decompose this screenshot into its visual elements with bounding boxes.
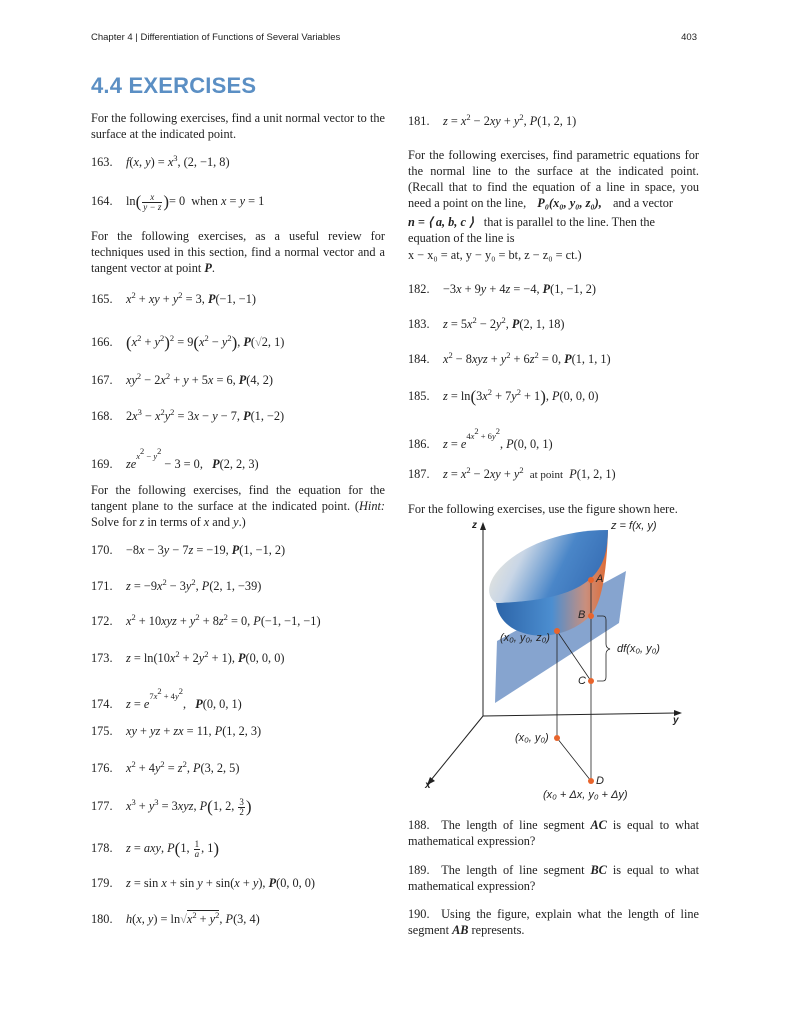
question-189: 189. The length of line segment BC is equal to what mathematical expression? (408, 863, 699, 893)
exercise-163: 163. f(x, $y) = x^3$, (2, −1, 8) (91, 153, 230, 169)
y-axis (483, 710, 682, 716)
exercise-176: 176. $x^2 + 4y^2 = z^2$, P(3, 2, 5) (91, 759, 240, 775)
exercise-184: 184. $x^2 - 8xyz + y^2 + 6z^2 = 0$, P(1, 1, 1) (408, 350, 611, 366)
instructions-tangent-plane: For the following exercises, find the equation for the tangent plane to the surface at the indicated point. (Hint: Solve for z in terms of x and y.) (91, 483, 385, 529)
point-surface (554, 628, 560, 634)
exercise-187: 187. $z = x^2 - 2xy + y^2$ at point P(1, 2, 1) (408, 465, 616, 481)
label-base-point: (x₀, y₀) (515, 732, 549, 744)
exercise-165: 165. $x^2$ + xy + $y^2 = 3$, P(−1, −1) (91, 290, 256, 306)
exercise-166: 166. $(x^2 + y^2)^2 = 9(x^2 - y^2)$, P(√2, 1) (91, 333, 285, 352)
instructions-figure: For the following exercises, use the figure shown here. (408, 502, 678, 516)
exercise-171: 171. $z = -9x^2 - 3y^2$, P(2, 1, −39) (91, 577, 262, 593)
exercise-179: 179. z = sin x + sin y + sin(x + y), P(0, 0, 0) (91, 876, 316, 890)
exercise-183: 183. $z = 5x^2 - 2y^2$, P(2, 1, 18) (408, 315, 565, 331)
point-a (588, 577, 594, 583)
instructions-normal-tangent: For the following exercises, as a useful review for techniques used in this section, find a normal vector and a tangent vector at point P. (91, 229, 385, 275)
point-d (588, 778, 594, 784)
label-a: A (596, 573, 604, 585)
exercise-186: 186. $z = e^{4x^2 + 6y^2}$, P(0, 0, 1) (408, 426, 553, 451)
label-d: D (596, 775, 604, 787)
surface-label: z = f(x, y) (611, 520, 657, 532)
exercise-182: 182. −3x + 9y + 4z = −4, P(1, −1, 2) (408, 282, 597, 296)
question-190: 190. Using the figure, explain what the length of line segment AB represents. (408, 907, 699, 937)
page-number: 403 (681, 32, 697, 43)
label-differential: df(x₀, y₀) (617, 643, 660, 655)
exercise-168: 168. $2x^3 - x^2y^2 = 3x - y - 7$, P(1, −2) (91, 407, 285, 423)
exercise-172: 172. $x^2 + 10xyz + y^2 + 8z^2 = 0$, P(−1, −1, −1) (91, 612, 321, 628)
running-header-chapter: Chapter 4 | Differentiation of Functions of Several Variables (91, 32, 341, 43)
label-b: B (578, 609, 586, 621)
x-axis-label: x (425, 780, 431, 791)
exercise-173: 173. $z = \ln(10x^2 + 2y^2 + 1)$, P(0, 0, 0) (91, 649, 285, 665)
exercise-180: 180. h(x, $y) = \ln√x^2 + y^2$, P(3, 4) (91, 910, 260, 926)
exercise-169: 169. $ze^{x^2 - y^2} - 3 = 0$, P(2, 2, 3) (91, 446, 259, 471)
instructions-normal-line: For the following exercises, find parametric equations for the normal line to the surface at the indicated point. (Recall that to find the equation of a line in space, you need a point on the line, P₀(x₀, y₀, z₀), and a vector (408, 148, 699, 210)
label-c: C (578, 675, 586, 687)
instructions-unit-normal: For the following exercises, find a unit normal vector to the surface at the indicated point. (91, 111, 385, 141)
exercise-181: 181. $z = x^2 - 2xy + y^2$, P(1, 2, 1) (408, 112, 577, 128)
point-b (588, 613, 594, 619)
exercise-164: 164. ln( $\frac{x}{y - z}$ )= 0 when x = y = 1 (91, 191, 265, 212)
exercise-167: 167. $xy^2 - 2x^2 + y + 5x = 6$, P(4, 2) (91, 371, 273, 387)
y-axis-label: y (673, 715, 679, 726)
exercise-185: 185. $z = \ln(3x^2 + 7y^2 + 1)$, P(0, 0, 0) (408, 387, 599, 406)
exercise-178: 178. z = axy, P(1, $\frac{1}{a}$ , 1) (91, 838, 220, 859)
label-surface-point: (x₀, y₀, z₀) (500, 632, 550, 644)
exercise-177: 177. $x^3 + y^3 = 3xyz$, P(1, 2, $\frac{3}{2}$ ) (91, 796, 252, 817)
label-shifted-point: (x₀ + Δx, y₀ + Δy) (543, 789, 628, 801)
question-188: 188. The length of line segment AC is equal to what mathematical expression? (408, 818, 699, 848)
exercise-174: 174. $z = e^{7x^2 + 4y^2}$, P(0, 0, 1) (91, 686, 242, 711)
x-axis (427, 716, 483, 785)
section-title: 4.4 EXERCISES (91, 73, 257, 98)
point-base (554, 735, 560, 741)
exercise-175: 175. xy + yz + zx = 11, P(1, 2, 3) (91, 724, 262, 738)
point-c (588, 678, 594, 684)
z-axis (480, 522, 486, 716)
normal-line-equation: x − x₀ = at, y − y₀ = bt, z − z₀ = ct.) (408, 248, 582, 262)
z-axis-label: z (472, 520, 477, 531)
instructions-normal-line-cont: n = ⟨ a, b, c ⟩ that is parallel to the line. Then the equation of the line is (408, 215, 655, 245)
exercise-170: 170. −8x − 3y − 7z = −19, P(1, −1, 2) (91, 543, 286, 557)
